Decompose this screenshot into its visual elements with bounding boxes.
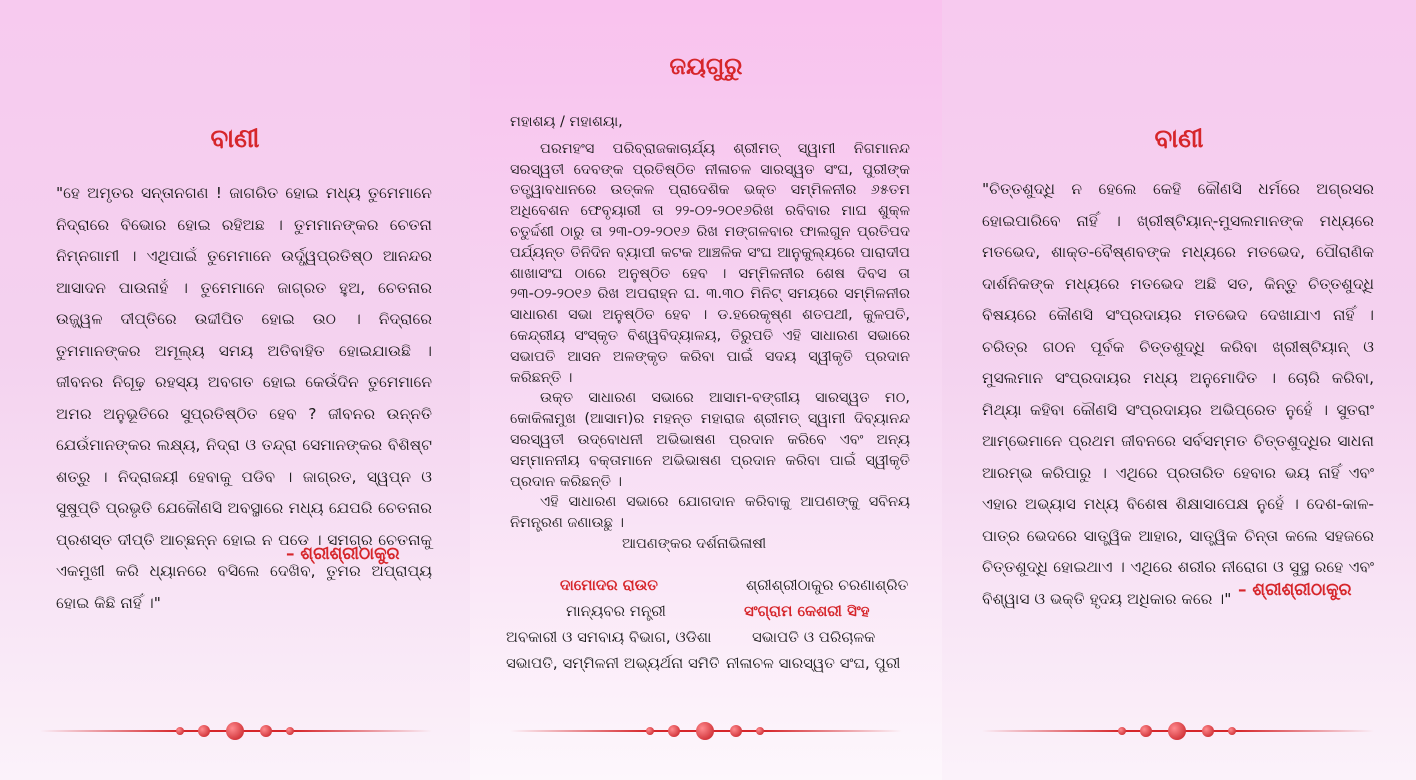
- para-1: ପରମହଂସ ପରିବ୍ରାଜକାଚାର୍ଯ୍ୟ ଶ୍ରୀମତ୍ ସ୍ୱାମୀ ନିଗମାନନ୍ଦ ସରସ୍ୱତୀ ଦେବଙ୍କ ପ୍ରତିଷ୍ଠିତ ନୀଳାଚଳ ସାରସ୍ୱତ ସଂଘ, ପୁରୀଙ୍କ ତତ୍ତ୍ୱାବଧାନରେ ଉତ୍କଳ ପ୍ରାଦେଶିକ ଭକ୍ତ ସମ୍ମିଳନୀର ୬୫ତମ ଅଧିବେଶନ ଫେବୃୟାରୀ ତା ୨୨-୦୨-୨୦୧୬ରିଖ ରବିବାର ମାଘ ଶୁକ୍ଳ ଚତୁର୍ଦ୍ଦଶୀ ଠାରୁ ତା ୨୩-୦୨-୨୦୧୬ ରିଖ ମଙ୍ଗଳବାର ଫାଲଗୁନ ପ୍ରତିପଦ ପର୍ଯ୍ୟନ୍ତ ତିନିଦିନ ବ୍ୟାପୀ କଟକ ଆଞ୍ଚଳିକ ସଂଘ ଆନୁକୁଲ୍ୟରେ ପାରାଦୀପ ଶାଖାସଂଘ ଠାରେ ଅନୁଷ୍ଠିତ ହେବ । ସମ୍ମିଳନୀର ଶେଷ ଦିବସ ତା ୨୩-୦୨-୨୦୧୬ ରିଖ ଅପରାହ୍ନ ଘ. ୩.୩୦ ମିନିଟ୍ ସମୟରେ ସମ୍ମିଳନୀର ସାଧାରଣ ସଭା ଅନୁଷ୍ଠିତ ହେବ । ଡ.ହରେକୃଷ୍ଣ ଶତପଥୀ, କୁଳପତି, କେନ୍ଦ୍ରୀୟ ସଂସ୍କୃତ ବିଶ୍ୱବିଦ୍ୟାଳୟ, ତିରୁପତି ଏହି ସାଧାରଣ ସଭାରେ ସଭାପତି ଆସନ ଅଳଙ୍କୃତ କରିବା ପାଇଁ ସଦୟ ସ୍ୱୀକୃତି ପ୍ରଦାନ କରିଛନ୍ତି ।: [510, 140, 910, 386]
- closing: ଆପଣଙ୍କର ଦର୍ଶନାଭିଳାଷୀ: [622, 535, 767, 552]
- center-heading: ଜୟଗୁରୁ: [669, 52, 743, 80]
- right-quote-text: "ଚିତ୍ତଶୁଦ୍ଧି ନ ହେଲେ କେହି କୌଣସି ଧର୍ମରେ ଅଗ୍ରସର ହୋଇପାରିବେ ନାହିଁ । ଖ୍ରୀଷ୍ଟିୟାନ୍-ମୁସଲମାନଙ୍କ ମଧ୍ୟରେ ମତଭେଦ, ଶାକ୍ତ-ବୈଷ୍ଣବଙ୍କ ମଧ୍ୟରେ ମତଭେଦ, ପୌରାଣିକ ଦାର୍ଶନିକଙ୍କ ମଧ୍ୟରେ ମତଭେଦ ଅଛି ସତ, କିନ୍ତୁ ଚିତ୍ତଶୁଦ୍ଧି ବିଷୟରେ କୌଣସି ସଂପ୍ରଦାୟର ମତଭେଦ ଦେଖାଯାଏ ନାହିଁ । ଚରିତ୍ର ଗଠନ ପୂର୍ବକ ଚିତ୍ତଶୁଦ୍ଧି କରିବା ଖ୍ରୀଷ୍ଟିୟାନ୍ ଓ ମୁସଲମାନ ସଂପ୍ରଦାୟର ମଧ୍ୟ ଅନୁମୋଦିତ । ଚୋରି କରିବା, ମିଥ୍ୟା କହିବା କୌଣସି ସଂପ୍ରଦାୟର ଅଭିପ୍ରେତ ନୁହେଁ । ସୁତରାଂ ଆମ୍ଭେମାନେ ପ୍ରଥମ ଜୀବନରେ ସର୍ବସମ୍ମତ ଚିତ୍ତଶୁଦ୍ଧିର ସାଧନା ଆରମ୍ଭ କରିପାରୁ । ଏଥିରେ ପ୍ରତାରିତ ହେବାର ଭୟ ନାହିଁ ଏବଂ ଏହାର ଅଭ୍ୟାସ ମଧ୍ୟ ବିଶେଷ ଶିକ୍ଷାସାପେକ୍ଷ ନୁହେଁ । ଦେଶ-କାଳ-ପାତ୍ର ଭେଦରେ ସାତ୍ତ୍ୱିକ ଆହାର, ସାତ୍ତ୍ୱିକ ଚିନ୍ତା କଲେ ସହଜରେ ଚିତ୍ତଶୁଦ୍ଧି ହୋଇଥାଏ । ଏଥିରେ ଶରୀର ନୀରୋଗ ଓ ସୁସ୍ଥ ରହେ ଏବଂ ବିଶ୍ୱାସ ଓ ଭକ୍ତି ହୃଦୟ ଅଧିକାର କରେ ।": [982, 180, 1374, 608]
- sig-left-line2: ଅବକାରୀ ଓ ସମବାୟ ବିଭାଗ, ଓଡିଶା: [506, 628, 712, 646]
- sig-right-line1: ସଭାପତି ଓ ପରିଚାଳକ: [752, 628, 876, 646]
- para-3: ଏହି ସାଧାରଣ ସଭାରେ ଯୋଗଦାନ କରିବାକୁ ଆପଣଙ୍କୁ ସବିନୟ ନିମନ୍ତ୍ରଣ ଜଣାଉଛୁ ।: [510, 494, 910, 532]
- salutation: ମହାଶୟ / ମହାଶୟା,: [510, 114, 623, 130]
- signatures: [470, 576, 942, 676]
- right-heading: ବାଣୀ: [1154, 124, 1204, 154]
- right-signature: – ଶ୍ରୀଶ୍ରୀଠାକୁର: [1238, 580, 1352, 600]
- sig-right-pretitle: ଶ୍ରୀଶ୍ରୀଠାକୁର ଚରଣାଶ୍ରିତ: [746, 576, 909, 594]
- left-heading: ବାଣୀ: [210, 124, 260, 154]
- right-panel: [942, 0, 1416, 780]
- sig-right-name: ସଂଗ୍ରାମ କେଶରୀ ସିଂହ: [744, 602, 870, 620]
- right-divider: [982, 722, 1374, 740]
- center-panel: [470, 0, 942, 780]
- para-2: ଉକ୍ତ ସାଧାରଣ ସଭାରେ ଆସାମ-ବଙ୍ଗୀୟ ସାରସ୍ୱତ ମଠ, କୋକିଳାମୁଖ (ଆସାମ)ର ମହନ୍ତ ମହାରାଜ ଶ୍ରୀମତ୍ ସ୍ୱାମୀ ଦିବ୍ୟାନନ୍ଦ ସରସ୍ୱତୀ ଉଦ୍‌ବୋଧନୀ ଅଭିଭାଷଣ ପ୍ରଦାନ କରିବେ ଏବଂ ଅନ୍ୟ ସମ୍ମାନନୀୟ ବକ୍ତାମାନେ ଅଭିଭାଷଣ ପ୍ରଦାନ କରିବା ପାଇଁ ସ୍ୱୀକୃତି ପ୍ରଦାନ କରିଛନ୍ତି ।: [510, 390, 910, 490]
- left-signature: – ଶ୍ରୀଶ୍ରୀଠାକୁର: [286, 544, 400, 564]
- sig-left-name: ଦାମୋଦର ରାଉତ: [560, 576, 658, 594]
- left-quote-text: "ହେ ଅମୃତର ସନ୍ତାନଗଣ ! ଜାଗରିତ ହୋଇ ମଧ୍ୟ ତୁମେମାନେ ନିଦ୍ରାରେ ବିଭୋର ହୋଇ ରହିଅଛ । ତୁମମାନଙ୍କର ଚେତନା ନିମ୍ନଗାମୀ । ଏଥିପାଇଁ ତୁମେମାନେ ଉର୍ଦ୍ଧ୍ୱପ୍ରତିଷ୍ଠ ଆନନ୍ଦର ଆସାଦନ ପାଉନାହଁ । ତୁମେମାନେ ଜାଗ୍ରତ ହୁଅ, ଚେତନାର ଉଜ୍ଜ୍ୱଳ ଦୀପ୍ତିରେ ଉଦ୍ଦୀପିତ ହୋଇ ଉଠ । ନିଦ୍ରାରେ ତୁମମାନଙ୍କର ଅମୂଲ୍ୟ ସମୟ ଅତିବାହିତ ହୋଇଯାଉଛି । ଜୀବନର ନିଗୂଢ଼ ରହସ୍ୟ ଅବଗତ ହୋଇ କେଉଁଦିନ ତୁମେମାନେ ଅମର ଅନୁଭୂତିରେ ସୁପ୍ରତିଷ୍ଠିତ ହେବ ? ଜୀବନର ଉନ୍ନତି ଯେଉଁମାନଙ୍କର ଲକ୍ଷ୍ୟ, ନିଦ୍ରା ଓ ତନ୍ଦ୍ରା ସେମାନଙ୍କର ବିଶିଷ୍ଟ ଶତ୍ରୁ । ନିଦ୍ରାଜୟୀ ହେବାକୁ ପଡିବ । ଜାଗ୍ରତ, ସ୍ୱପ୍ନ ଓ ସୁଷୁପ୍ତି ପ୍ରଭୃତି ଯେକୌଣସି ଅବସ୍ଥାରେ ମଧ୍ୟ ଯେପରି ଚେତନାର ପ୍ରଶସ୍ତ ଦୀପ୍ତି ଆଚ୍ଛନ୍ନ ହୋଇ ନ ପଡେ । ସମଗ୍ର ଚେତନାକୁ ଏକମୁଖୀ କରି ଧ୍ୟାନରେ ବସିଲେ ଦେଖିବ, ତୁମର ଅପ୍ରାପ୍ୟ ହୋଇ କିଛି ନାହିଁ ।": [56, 184, 432, 612]
- sig-left-line3: ସଭାପତି, ସମ୍ମିଳନୀ ଅଭ୍ୟର୍ଥନା ସମିତି: [506, 654, 720, 672]
- left-divider: [40, 722, 432, 740]
- sig-right-line2: ନୀଳାଚଳ ସାରସ୍ୱତ ସଂଘ, ପୁରୀ: [726, 654, 901, 672]
- left-panel: [0, 0, 470, 780]
- right-quote: [982, 174, 1374, 615]
- invitation-body: [510, 112, 910, 555]
- sig-left-line1: ମାନ୍ୟବର ମନ୍ତ୍ରୀ: [566, 602, 666, 620]
- center-divider: [510, 722, 902, 740]
